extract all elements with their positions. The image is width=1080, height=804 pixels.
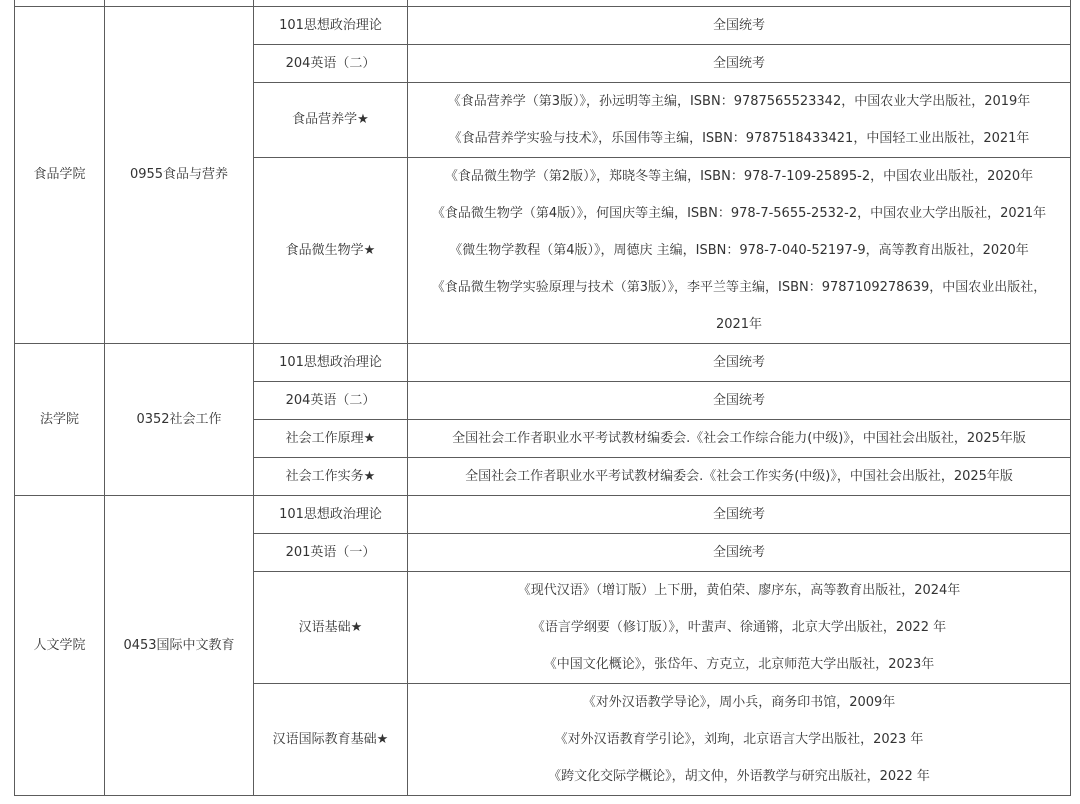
reference-text: 《食品微生物学实验原理与技术（第3版）》，李平兰等主编，ISBN：9787109278639，中国农业出版社，2021年: [431, 280, 1047, 332]
reference-cell: [408, 458, 1071, 496]
reference-cell: [408, 420, 1071, 458]
reference-text: 《食品营养学实验与技术》，乐国伟等主编，ISBN：9787518433421，中国轻工业出版社，2021年: [448, 131, 1030, 146]
reference-text: 《语言学纲要（修订版）》，叶蜚声、徐通锵，北京大学出版社，2022 年: [531, 620, 947, 635]
reference-cell: [408, 572, 1071, 684]
subject-cell: 204英语（二）: [254, 382, 408, 420]
subject-cell: 汉语基础★: [254, 572, 408, 684]
reference-text: 全国统考: [712, 545, 765, 560]
reference-text: 全国统考: [712, 18, 765, 33]
subject-cell: 汉语国际教育基础★: [254, 684, 408, 796]
subject-cell: 101思想政治理论: [254, 496, 408, 534]
reference-text: 《食品营养学（第3版）》，孙远明等主编，ISBN：9787565523342，中国农业大学出版社，2019年: [447, 94, 1031, 109]
subject-cell: 食品微生物学★: [254, 158, 408, 344]
subject-cell: 101思想政治理论: [254, 7, 408, 45]
reference-text: 《现代汉语》（增订版）上下册，黄伯荣、廖序东，高等教育出版社，2024年: [517, 583, 961, 598]
reference-text: 《跨文化交际学概论》，胡文仲，外语教学与研究出版社，2022 年: [548, 769, 930, 784]
reference-cell: [408, 344, 1071, 382]
table-row: [15, 7, 1071, 45]
college-cell: 人文学院: [15, 496, 105, 796]
reference-cell: [408, 382, 1071, 420]
reference-text: 《食品微生物学（第2版）》，郑晓冬等主编，ISBN：978-7-109-25895-2，中国农业出版社，2020年: [444, 169, 1034, 184]
major-cell: 0955食品与营养: [105, 7, 254, 344]
reference-cell: [408, 83, 1071, 158]
reference-text: 全国统考: [712, 355, 765, 370]
reference-text: 全国社会工作者职业水平考试教材编委会.《社会工作实务(中级)》，中国社会出版社，2025年版: [465, 469, 1013, 484]
reference-text: 全国统考: [712, 507, 765, 522]
reference-text: 全国统考: [712, 56, 765, 71]
reference-text: 《微生物学教程（第4版）》，周德庆 主编，ISBN：978-7-040-52197-9，高等教育出版社，2020年: [449, 243, 1029, 258]
reference-text: [412, 0, 1066, 6]
subject-cell: 食品营养学★: [254, 83, 408, 158]
reference-cell: [408, 45, 1071, 83]
reference-text: 《食品微生物学（第4版）》，何国庆等主编，ISBN：978-7-5655-2532-2，中国农业大学出版社，2021年: [431, 206, 1047, 221]
table-row: [15, 344, 1071, 382]
major-cell: 0453国际中文教育: [105, 496, 254, 796]
reference-cell: [408, 7, 1071, 45]
reference-cell: [408, 534, 1071, 572]
subject-cell: 社会工作实务★: [254, 458, 408, 496]
reference-text: 《中国文化概论》，张岱年、方克立，北京师范大学出版社，2023年: [543, 657, 935, 672]
subject-cell: 社会工作原理★: [254, 420, 408, 458]
reference-text: 全国社会工作者职业水平考试教材编委会.《社会工作综合能力(中级)》，中国社会出版社，2025年版: [452, 431, 1026, 446]
table-row: [15, 496, 1071, 534]
reference-text: 全国统考: [712, 393, 765, 408]
subject-cell: 201英语（一）: [254, 534, 408, 572]
major-cell: 0352社会工作: [105, 344, 254, 496]
reference-cell: [408, 684, 1071, 796]
reference-cell: [408, 496, 1071, 534]
subject-cell: 204英语（二）: [254, 45, 408, 83]
reference-text: 《对外汉语教学导论》，周小兵，商务印书馆，2009年: [582, 695, 896, 710]
exam-subject-table: [14, 0, 1071, 796]
college-cell: 食品学院: [15, 7, 105, 344]
reference-cell: [408, 158, 1071, 344]
reference-text: 《对外汉语教育学引论》，刘珣，北京语言大学出版社，2023 年: [554, 732, 924, 747]
subject-cell: 101思想政治理论: [254, 344, 408, 382]
college-cell: 法学院: [15, 344, 105, 496]
